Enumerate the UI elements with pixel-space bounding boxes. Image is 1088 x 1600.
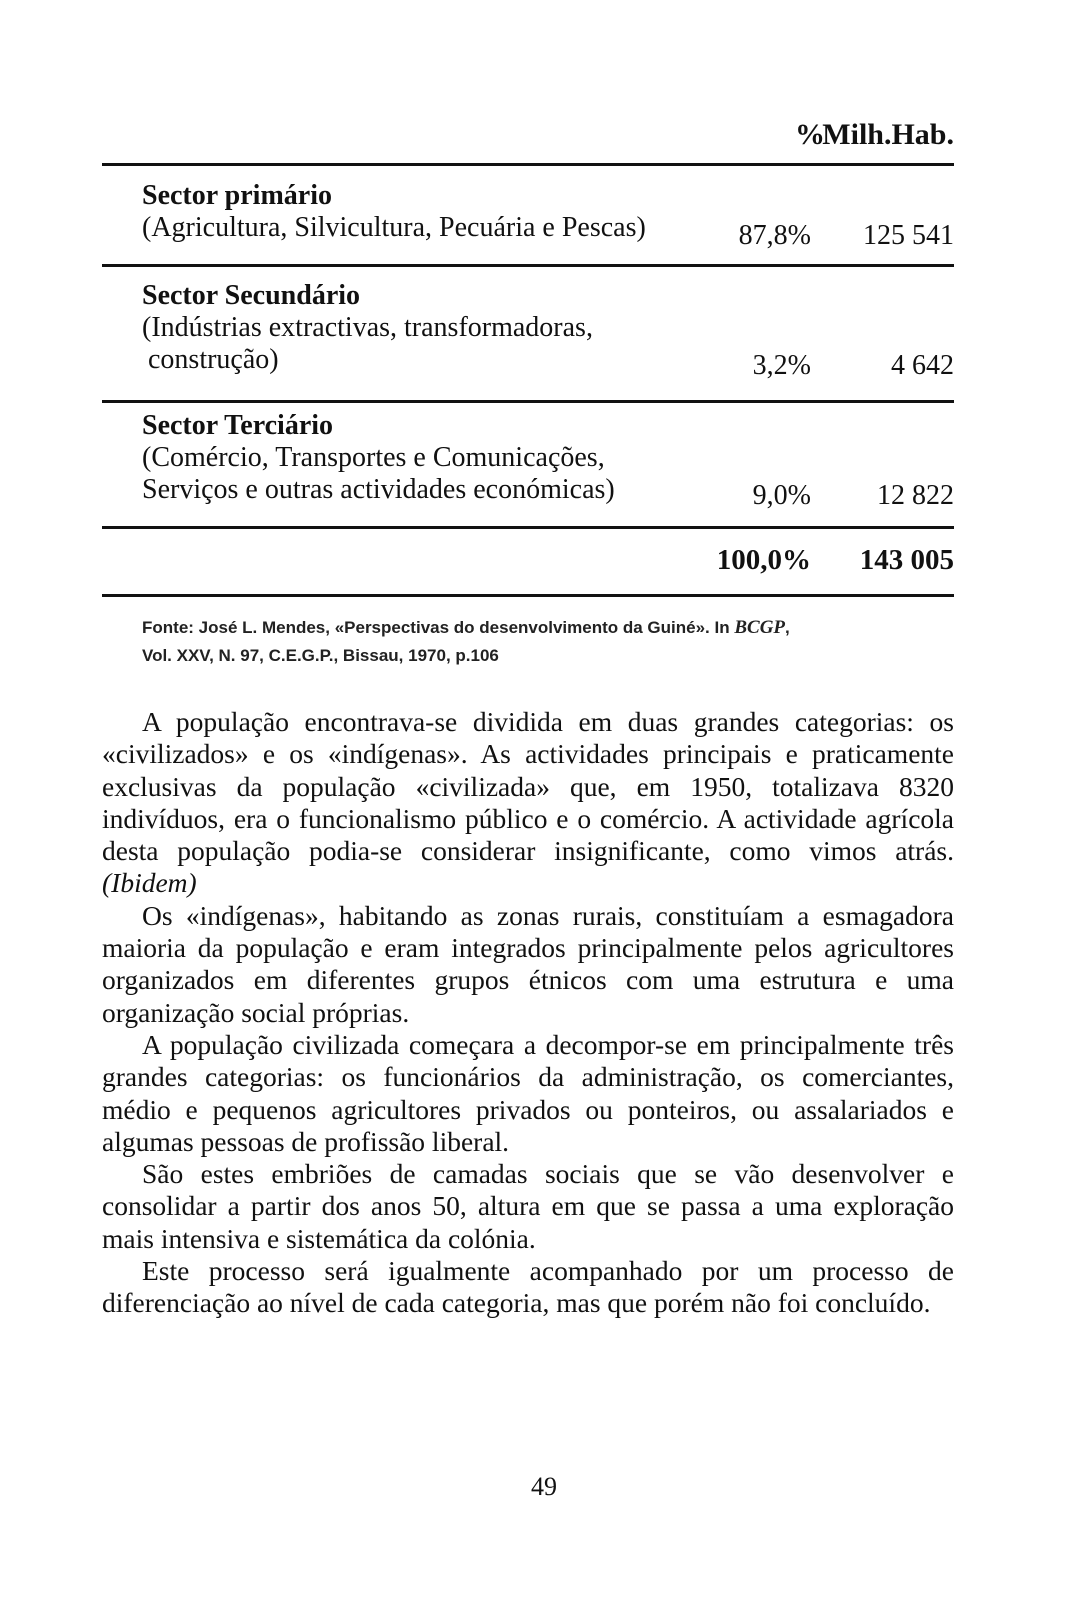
paragraph: Este processo será igualmente acompanhado por um processo de diferenciação ao nível de cada categoria, mas que porém não foi concluído. <box>102 1255 954 1319</box>
table-source-note <box>142 614 922 670</box>
sector-title: Sector Terciário <box>142 410 334 441</box>
sector-percent: 3,2% <box>752 350 811 381</box>
paragraph: São estes embriões de camadas sociais que se vão desenvolver e consolidar a partir dos anos 50, altura em que se passa a uma exploração mais intensiva e sistemática da colónia. <box>102 1158 954 1254</box>
table-row-primary <box>142 180 954 252</box>
sector-description: Serviços e outras actividades económicas) <box>142 474 615 505</box>
sector-inhabitants: 4 642 <box>891 350 954 381</box>
source-text: Fonte: José L. Mendes, «Perspectivas do desenvolvimento da Guiné». In <box>142 618 730 637</box>
table-rule <box>102 400 954 403</box>
inhabitants-column-header: Milh.Hab. <box>822 118 954 151</box>
sector-description: (Comércio, Transportes e Comunicações, <box>142 442 605 473</box>
sector-title: Sector Secundário <box>142 280 361 311</box>
page-number: 49 <box>531 1472 557 1501</box>
table-row-secondary <box>142 280 954 382</box>
source-journal: BCGP <box>734 617 786 638</box>
sector-percent: 87,8% <box>738 220 811 251</box>
paragraph: Os «indígenas», habitando as zonas rurais, constituíam a esmagadora maioria da população e eram integrados principalmente pelos agricultores organizados em diferentes grupos étnicos com uma estrutura e uma organização social próprias. <box>102 899 954 1028</box>
sector-description: construção) <box>148 344 279 375</box>
percent-column-header: % <box>795 118 825 151</box>
table-rule <box>102 264 954 267</box>
table-rule-bottom <box>102 594 954 597</box>
paragraph-citation: (Ibidem) <box>102 867 197 899</box>
sector-inhabitants: 125 541 <box>863 220 954 251</box>
source-details: Vol. XXV, N. 97, C.E.G.P., Bissau, 1970, p.106 <box>142 646 499 665</box>
table-header <box>102 118 954 158</box>
paragraph-text: A população encontrava-se dividida em duas grandes categorias: os «civilizados» e os «indígenas». As actividades principais e praticamente exclusivas da população «civilizada» que, em 1950, totalizava 8320 indivíduos, era o funcionalismo público e o comércio. A actividade agrícola desta população podia-se considerar insignificante, como vimos atrás. <box>102 706 954 867</box>
total-percent: 100,0% <box>716 544 811 576</box>
table-total-row <box>102 544 954 580</box>
body-text <box>102 706 954 1320</box>
paragraph: A população civilizada começara a decompor-se em principalmente três grandes categorias: os funcionários da administração, os comerciantes, médio e pequenos agricultores privados ou ponteiros, ou assalariados e algumas pessoas de profissão liberal. <box>102 1028 954 1157</box>
sector-inhabitants: 12 822 <box>877 480 954 511</box>
table-row-tertiary <box>142 410 954 512</box>
sector-description: (Indústrias extractivas, transformadoras, <box>142 312 593 343</box>
table-rule <box>102 526 954 529</box>
source-suffix: , <box>785 618 790 637</box>
total-inhabitants: 143 005 <box>859 544 954 576</box>
table-rule-top <box>102 163 954 166</box>
sector-description: (Agricultura, Silvicultura, Pecuária e Pescas) <box>142 212 646 243</box>
sector-percent: 9,0% <box>752 480 811 511</box>
paragraph <box>102 706 954 900</box>
sector-title: Sector primário <box>142 180 332 211</box>
